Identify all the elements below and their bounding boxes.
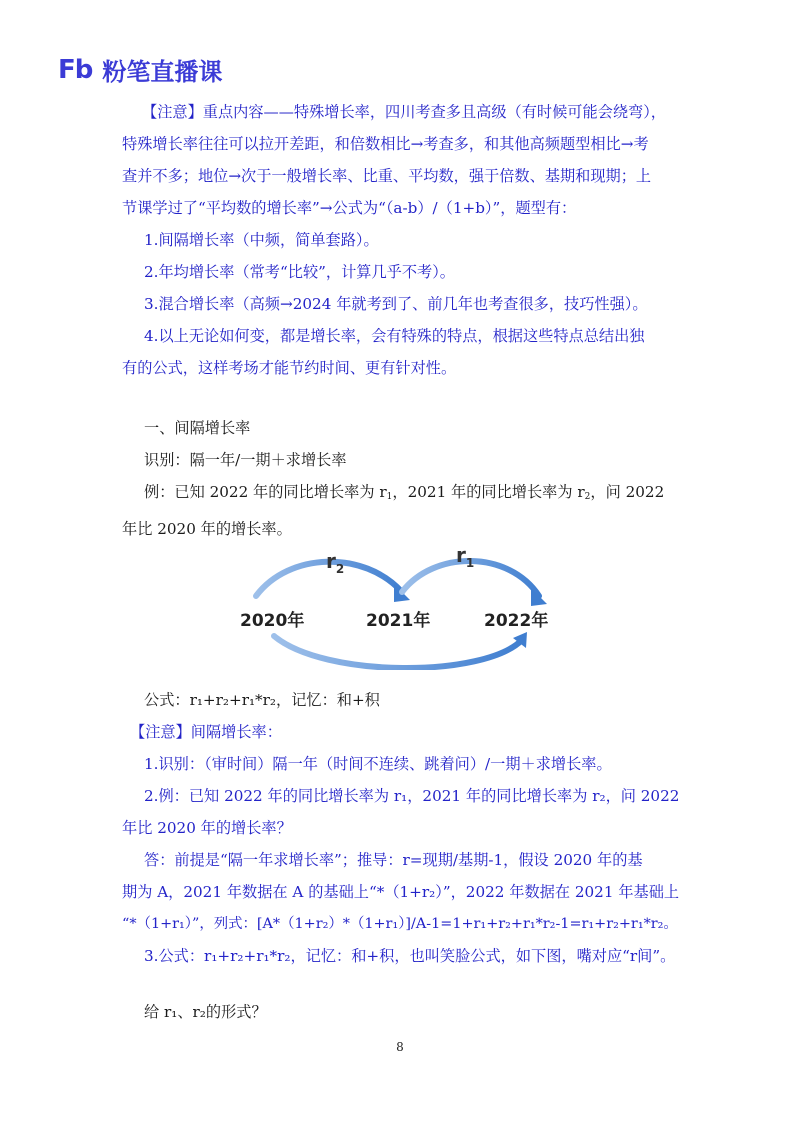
- note-line: 节课学过了“平均数的增长率”→公式为“（a-b）/（1+b）”，题型有：: [122, 199, 577, 217]
- example-line: 例：已知 2022 年的同比增长率为 $r_1$，2021 年的同比增长率为 $r_2$，问 2022: [144, 483, 665, 502]
- note2-answer: 答：前提是“隔一年求增长率”；推导：r=现期/基期-1，假设 2020 年的基: [144, 851, 643, 869]
- note-item: 3.混合增长率（高频→2024 年就考到了、前几年也考查很多，技巧性强）。: [144, 295, 648, 313]
- logo-text: 粉笔直播课: [102, 58, 223, 86]
- note2-item: 3.公式：r₁+r₂+r₁*r₂，记忆：和+积，也叫笑脸公式，如下图，嘴对应“r间”。: [144, 947, 676, 965]
- note-block: [122, 96, 692, 384]
- note-item: 4.以上无论如何变，都是增长率，会有特殊的特点，根据这些特点总结出独: [144, 327, 645, 345]
- section-title: 一、间隔增长率: [144, 419, 251, 437]
- note-line: 【注意】重点内容——特殊增长率，四川考查多且高级（有时候可能会绕弯），: [142, 103, 666, 121]
- arc-bottom: [274, 636, 522, 668]
- label-r2: $r_2$: [326, 549, 345, 576]
- note-line: 查并不多；地位→次于一般增长率、比重、平均数，强于倍数、基期和现期；上: [122, 167, 652, 185]
- section-interval-growth: [122, 412, 692, 545]
- note2-answer: 期为 A，2021 年数据在 A 的基础上“*（1+r₂）”，2022 年数据在 2021 年基础上: [122, 883, 680, 901]
- identify-line: 识别：隔一年/一期＋求增长率: [144, 451, 347, 469]
- note-line: 特殊增长率往往可以拉开差距，和倍数相比→考查多，和其他高频题型相比→考: [122, 135, 649, 153]
- formula-block: [122, 684, 692, 972]
- page-number: 8: [396, 1040, 404, 1054]
- logo-mark: Fb: [58, 54, 93, 85]
- formula-line: 公式：r₁+r₂+r₁*r₂，记忆：和+积: [144, 691, 380, 709]
- note-item: 2.年均增长率（常考“比较”，计算几乎不考）。: [144, 263, 455, 281]
- interval-growth-diagram: [234, 540, 564, 670]
- year-2020: 2020年: [240, 611, 305, 631]
- note2-answer: “*（1+r₁）”，列式：[A*（1+r₂）*（1+r₁）]/A-1=1+r₁+r₂+r₁*r₂-1=r₁+r₂+r₁*r₂。: [122, 916, 678, 932]
- note-item: 1.间隔增长率（中频，简单套路）。: [144, 231, 379, 249]
- note-item: 有的公式，这样考场才能节约时间、更有针对性。: [122, 359, 457, 377]
- note2-item: 2.例：已知 2022 年的同比增长率为 r₁，2021 年的同比增长率为 r₂，问 2022: [144, 787, 680, 805]
- arrowhead-r1: [531, 588, 547, 606]
- year-2022: 2022年: [484, 611, 549, 631]
- note2-item: 1.识别：（审时间）隔一年（时间不连续、跳着问）/一期＋求增长率。: [144, 755, 612, 773]
- note2-item: 年比 2020 年的增长率？: [122, 819, 292, 837]
- example-line: 年比 2020 年的增长率。: [122, 520, 292, 538]
- note2-title: 【注意】间隔增长率：: [130, 723, 282, 741]
- brand-logo: [58, 52, 222, 87]
- question-block: [122, 996, 692, 1028]
- year-2021: 2021年: [366, 611, 431, 631]
- label-r1: $r_1$: [456, 543, 475, 570]
- question-line: 给 r₁、r₂的形式？: [144, 1003, 267, 1021]
